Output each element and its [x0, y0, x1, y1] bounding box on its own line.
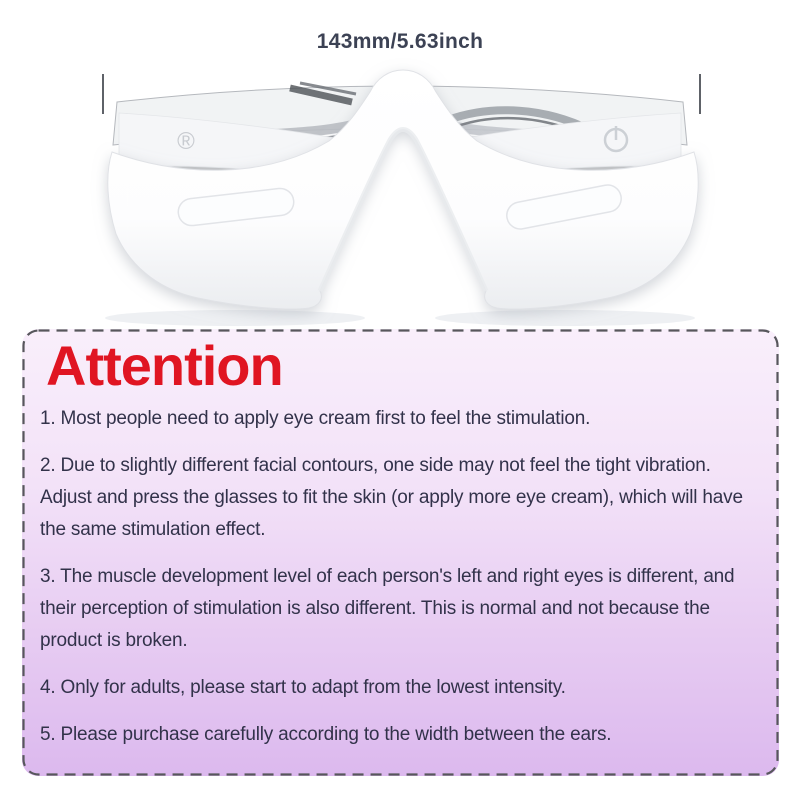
- attention-notice-box: [22, 329, 779, 776]
- attention-content: [22, 329, 779, 769]
- eye-massager-illustration: [0, 0, 800, 332]
- reflection-left: [105, 310, 365, 326]
- width-measurement-label: 143mm/5.63inch: [316, 30, 484, 53]
- attention-item-1: 1. Most people need to apply eye cream first to feel the stimulation.: [40, 408, 591, 429]
- attention-item-4: 4. Only for adults, please start to adapt from the lowest intensity.: [40, 677, 566, 698]
- registered-trademark-icon: ®: [177, 128, 195, 155]
- attention-item-5: 5. Please purchase carefully according to the width between the ears.: [40, 724, 612, 745]
- attention-title: Attention: [46, 334, 283, 397]
- attention-item-2: 2. Due to slightly different facial contours, one side may not feel the tight vibration. Adjust and press the glasses to fit the skin (or apply more eye cream), which will have the same stimulation effect.: [40, 455, 743, 540]
- attention-item-3: 3. The muscle development level of each person's left and right eyes is different, and their perception of stimulation is also different. This is normal and not because the product is broken.: [40, 566, 735, 651]
- reflection-right: [435, 310, 695, 326]
- product-photo-section: [0, 0, 800, 329]
